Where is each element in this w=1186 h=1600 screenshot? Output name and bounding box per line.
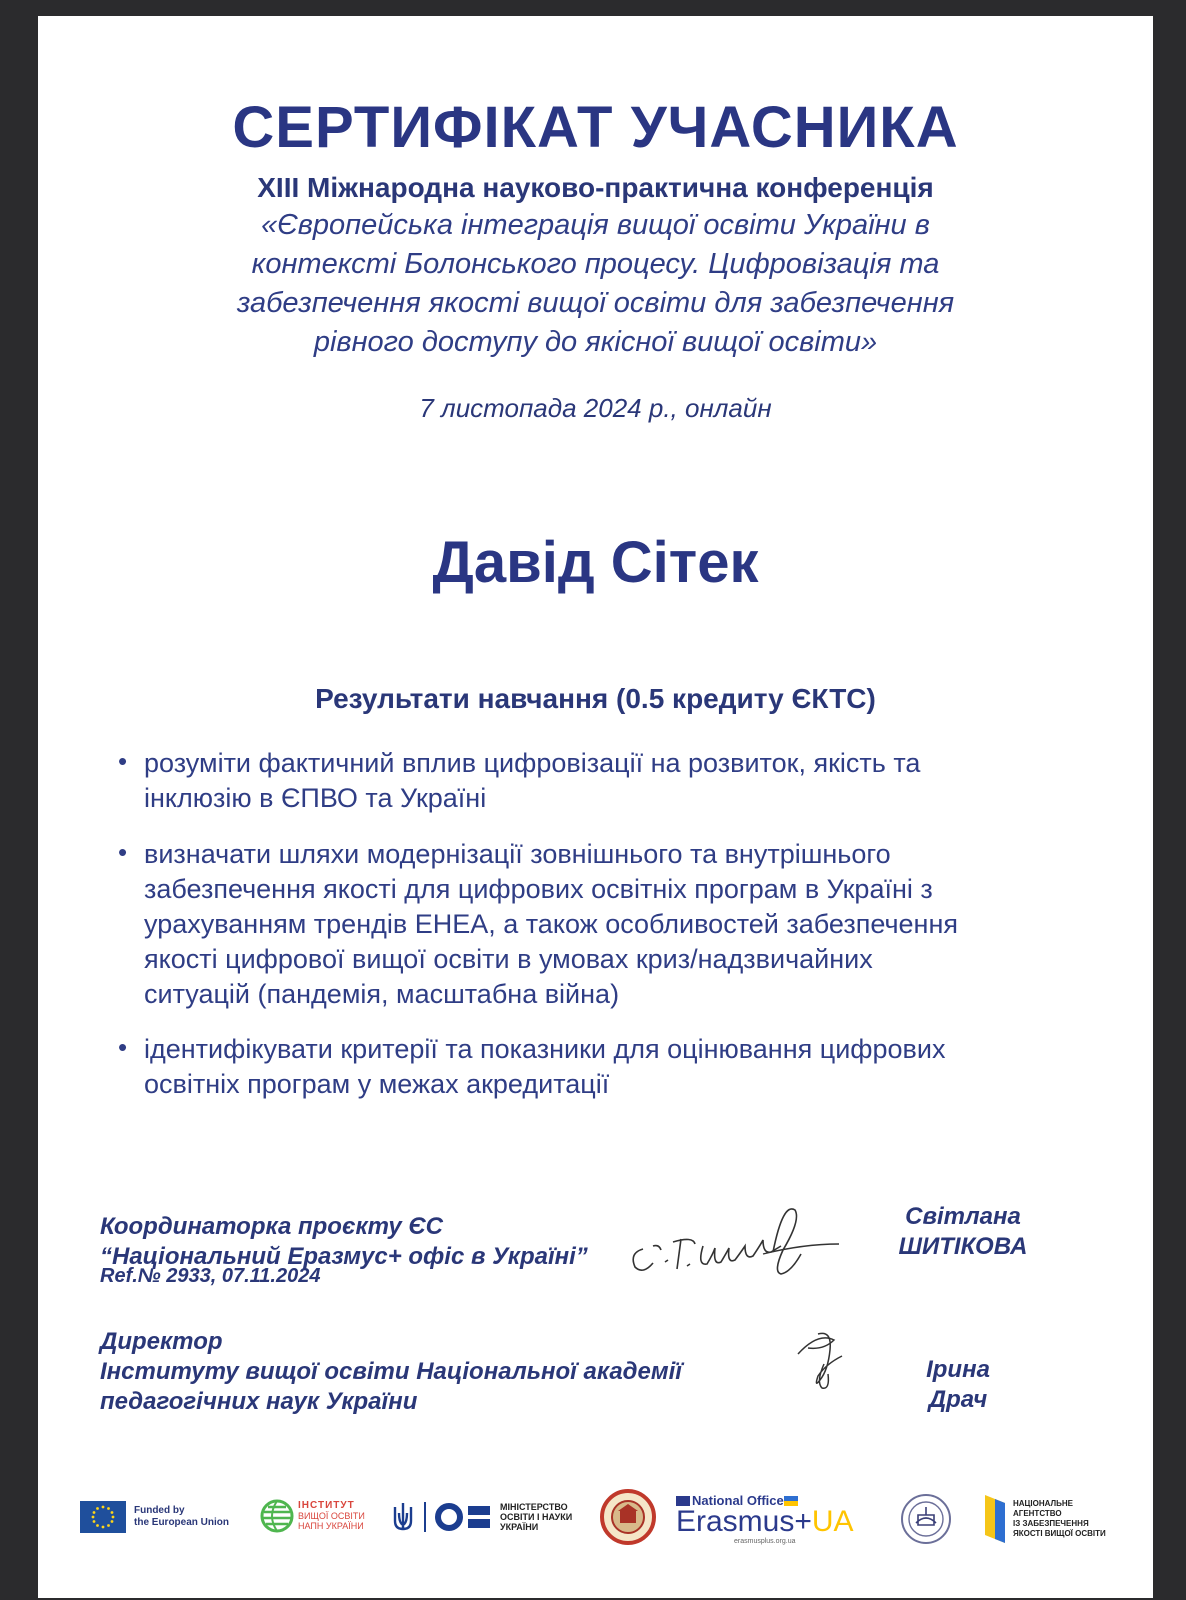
director-first-name: Ірина <box>926 1356 990 1383</box>
erasmus-main-text: Erasmus+ <box>676 1505 812 1538</box>
trident-icon <box>390 1501 416 1533</box>
certificate-title: СЕРТИФІКАТ УЧАСНИКА <box>232 95 959 160</box>
erasmus-url-text: erasmusplus.org.ua <box>734 1538 796 1545</box>
coordinator-last-name: ШИТІКОВА <box>898 1233 1028 1260</box>
institute-text: ВИЩОЇ ОСВІТИ <box>298 1511 365 1521</box>
coordinator-role-line: “Національний Еразмус+ офіс в Україні” <box>100 1243 588 1270</box>
academy-seal-logo <box>600 1489 656 1545</box>
certificate-page <box>38 16 1153 1598</box>
bullet-icon: • <box>118 746 128 776</box>
agency-text: ІЗ ЗАБЕЗПЕЧЕННЯ <box>1013 1519 1089 1528</box>
conference-heading: XIII Міжнародна науково-практична конференція <box>257 172 934 203</box>
coordinator-name <box>878 1202 1048 1262</box>
outcome-line: освітніх програм у межах акредитації <box>144 1069 610 1099</box>
institute-globe-icon <box>260 1499 294 1533</box>
university-seal-logo <box>900 1493 952 1545</box>
outcomes-heading: Результати навчання (0.5 кредиту ЄКТС) <box>315 683 876 714</box>
outcome-line: розуміти фактичний вплив цифровізації на розвиток, якість та <box>144 748 921 778</box>
eu-text: the European Union <box>134 1517 229 1528</box>
reference-number: Ref.№ 2933, 07.11.2024 <box>100 1265 321 1287</box>
director-signature <box>788 1324 858 1396</box>
director-role-line: Інституту вищої освіти Національної академії <box>100 1358 682 1385</box>
conference-title-line: контексті Болонського процесу. Цифровізація та <box>251 248 940 280</box>
coordinator-first-name: Світлана <box>905 1203 1021 1230</box>
director-role <box>100 1327 682 1417</box>
outcome-line: визначати шляхи модернізації зовнішнього та внутрішнього <box>144 839 891 869</box>
coordinator-signature <box>623 1204 843 1289</box>
ministry-text: МІНІСТЕРСТВО <box>500 1502 568 1512</box>
conference-title-line: «Європейська інтеграція вищої освіти України в <box>261 209 930 241</box>
coordinator-role-line: Координаторка проєкту ЄС <box>100 1213 443 1240</box>
director-role-line: педагогічних наук України <box>100 1388 418 1415</box>
ministry-text: ОСВІТИ І НАУКИ <box>500 1512 573 1522</box>
erasmus-office-text: National Office <box>692 1493 784 1508</box>
agency-mark-icon <box>983 1491 1007 1547</box>
erasmus-ua-text: UA <box>811 1505 854 1538</box>
bullet-icon: • <box>118 1032 128 1062</box>
agency-text: НАЦІОНАЛЬНЕ <box>1013 1499 1073 1508</box>
conference-date: 7 листопада 2024 р., онлайн <box>419 393 772 423</box>
academy-seal-icon <box>600 1489 656 1545</box>
institute-logo <box>260 1499 365 1533</box>
bullet-icon: • <box>118 837 128 867</box>
director-role-line: Директор <box>100 1328 223 1355</box>
eu-flag-icon <box>80 1501 126 1533</box>
university-seal-icon <box>900 1493 952 1545</box>
participant-name: Давід Сітек <box>432 530 759 595</box>
conference-title-line: рівного доступу до якісної вищої освіти» <box>313 326 878 358</box>
agency-logo <box>983 1491 1106 1547</box>
footer-logos <box>38 1481 1153 1571</box>
ministry-text: УКРАЇНИ <box>500 1522 539 1532</box>
outcome-line: ситуацій (пандемія, масштабна війна) <box>144 979 620 1009</box>
outcome-line: забезпечення якості для цифрових освітніх програм в Україні з <box>144 874 933 904</box>
outcome-line: ідентифікувати критерії та показники для оцінювання цифрових <box>144 1034 946 1064</box>
agency-text: АГЕНТСТВО <box>1013 1509 1062 1518</box>
erasmus-logo <box>676 1495 854 1547</box>
coordinator-role <box>100 1212 588 1272</box>
institute-text: НАПН УКРАЇНИ <box>298 1521 364 1531</box>
institute-text: ІНСТИТУТ <box>298 1500 355 1511</box>
director-name <box>883 1355 1033 1415</box>
eu-text: Funded by <box>134 1505 185 1516</box>
outcome-line: інклюзію в ЄПВО та Україні <box>144 783 487 813</box>
outcome-line: якості цифрової вищої освіти в умовах криз/надзвичайних <box>144 944 873 974</box>
ministry-logo <box>390 1501 572 1533</box>
eu-logo <box>80 1501 229 1533</box>
director-last-name: Драч <box>928 1386 988 1413</box>
conference-title-line: забезпечення якості вищої освіти для забезпечення <box>236 287 955 319</box>
agency-text: ЯКОСТІ ВИЩОЇ ОСВІТИ <box>1013 1529 1106 1538</box>
outcome-line: урахуванням трендів EHEA, а також особливостей забезпечення <box>144 909 958 939</box>
ministry-mark-icon <box>434 1502 492 1532</box>
